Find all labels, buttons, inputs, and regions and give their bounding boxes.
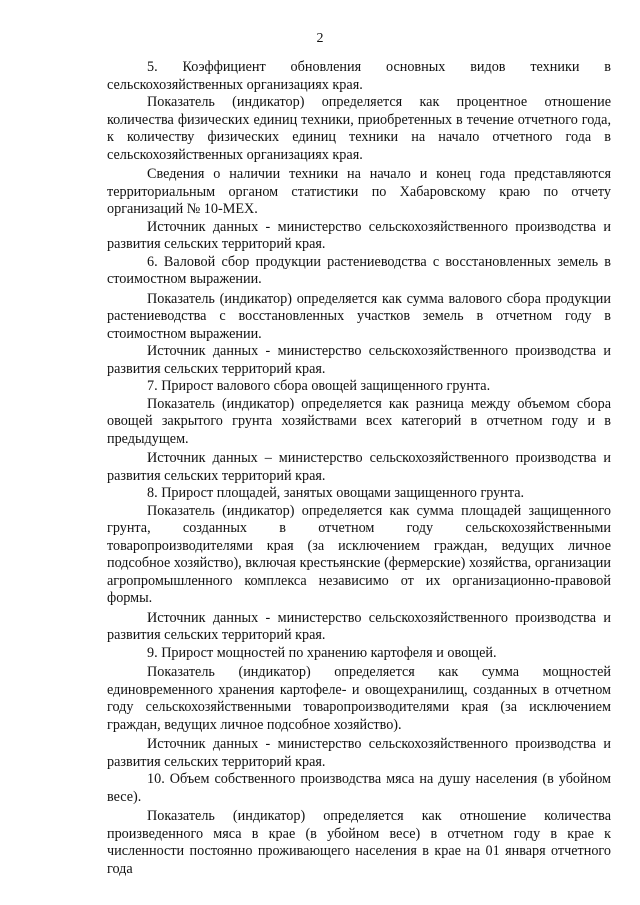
paragraph: 6. Валовой сбор продукции растениеводства с восстановленных земель в стоимостном выражении. (107, 253, 611, 287)
paragraph: 5. Коэффициент обновления основных видов техники в сельскохозяйственных организациях края. (107, 59, 611, 93)
document-body (107, 59, 611, 878)
paragraph: Источник данных - министерство сельскохозяйственного производства и развития сельских территорий края. (107, 736, 611, 770)
paragraph: Источник данных - министерство сельскохозяйственного производства и развития сельских территорий края. (107, 609, 611, 643)
paragraph: Источник данных - министерство сельскохозяйственного производства и развития сельских территорий края. (107, 343, 611, 377)
paragraph: Показатель (индикатор) определяется как сумма мощностей единовременного хранения картофеле- и овощехранилищ, созданных в отчетном году сельскохозяйственными товаропроизводителями края (за исключением граждан, ведущих личное подсобное хозяйство). (107, 664, 611, 733)
paragraph: Показатель (индикатор) определяется как сумма валового сбора продукции растениеводства с восстановленных участков земель в отчетном году в стоимостном выражении. (107, 290, 611, 342)
paragraph: 10. Объем собственного производства мяса на душу населения (в убойном весе). (107, 771, 611, 805)
paragraph: Показатель (индикатор) определяется как сумма площадей защищенного грунта, созданных в отчетном году сельскохозяйственными товаропроизводителями края (за исключением граждан, ведущих личное подсобное хозяйство), включая крестьянские (фермерские) хозяйства, организации агропромышленного комплекса независимо от их организационно-правовой формы. (107, 502, 611, 606)
paragraph: Показатель (индикатор) определяется как разница между объемом сбора овощей закрытого грунта хозяйствами всех категорий в отчетном году и в предыдущем. (107, 395, 611, 447)
paragraph: 8. Прирост площадей, занятых овощами защищенного грунта. (147, 485, 525, 501)
paragraph: Сведения о наличии техники на начало и конец года представляются территориальным органом статистики по Хабаровскому краю по отчету организаций № 10-МЕХ. (107, 166, 611, 217)
paragraph: 7. Прирост валового сбора овощей защищенного грунта. (147, 378, 491, 394)
paragraph: 9. Прирост мощностей по хранению картофеля и овощей. (147, 644, 497, 661)
paragraph: Показатель (индикатор) определяется как отношение количества произведенного мяса в крае (в убойном весе) в отчетном году в крае к численности постоянно проживающего населения в крае на 01 января отчетного года (107, 808, 611, 877)
paragraph: Показатель (индикатор) определяется как процентное отношение количества физических единиц техники, приобретенных в течение отчетного года, к количеству физических единиц техники на начало отчетного года в сельскохозяйственных организациях края. (107, 94, 611, 163)
paragraph: Источник данных - министерство сельскохозяйственного производства и развития сельских территорий края. (107, 218, 611, 252)
paragraph: Источник данных – министерство сельскохозяйственного производства и развития сельских территорий края. (107, 450, 611, 484)
page-number: 2 (316, 31, 324, 46)
